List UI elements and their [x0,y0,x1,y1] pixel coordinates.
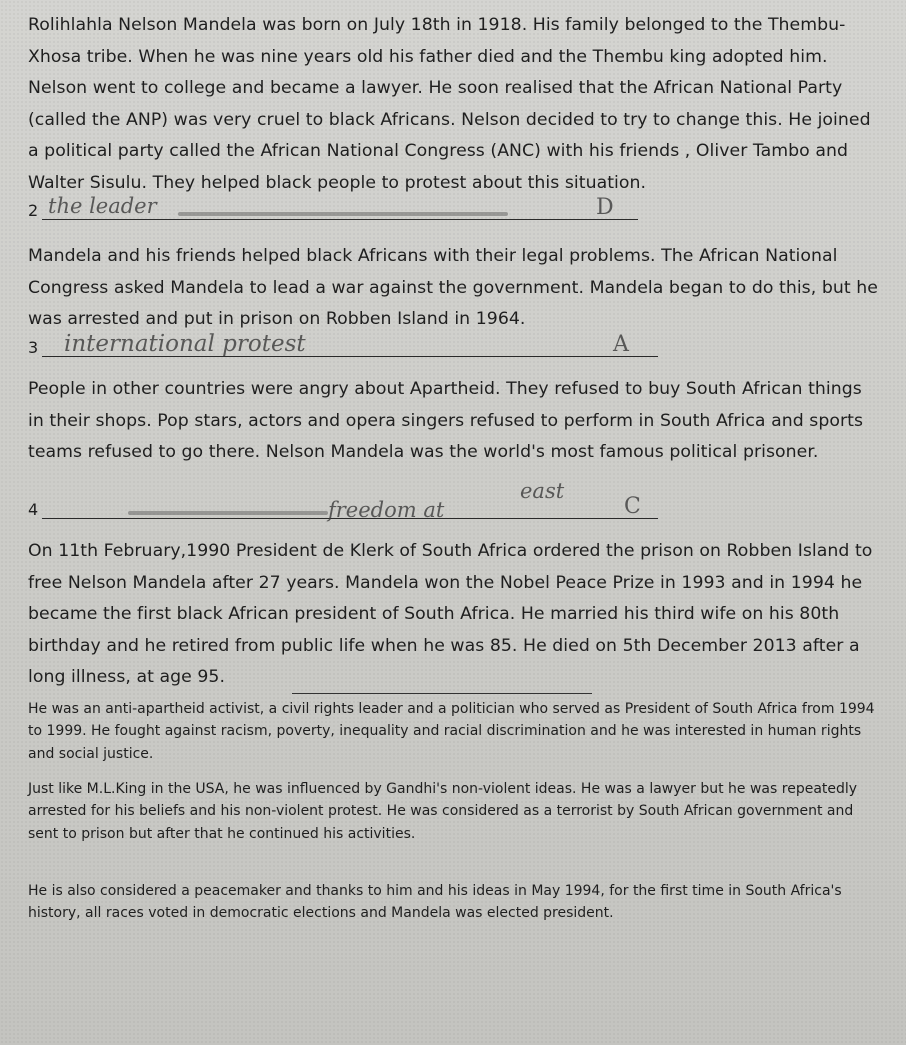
answer-number: 3 [28,338,39,357]
handwritten-answer-extra: east [520,479,565,503]
summary-paragraph-peacemaker: He is also considered a peacemaker and thanks to him and his ideas in May 1994, for the first time in South Africa's history, all races voted in democratic elections and Mandela was elected president. [28,883,842,922]
paragraph-biography-early-life: Rolihlahla Nelson Mandela was born on July 18th in 1918. His family belonged to the Thembu-Xhosa tribe. When he was nine years old his father died and the Thembu king adopted him. Nelson went to college and became a lawyer. He soon realised that the African National Party (called the ANP) was very cruel to black Africans. Nelson decided to try to change this. He joined a political party called the African National Congress (ANC) with his friends , Oliver Tambo and Walter Sisulu. They helped black people to protest about this situation. [28,15,871,193]
answer-line-3 [28,333,658,363]
handwritten-letter: D [596,195,614,220]
answer-number: 2 [28,201,39,220]
paragraph-release-and-presidency: On 11th February,1990 President de Klerk of South Africa ordered the prison on Robben Island to free Nelson Mandela after 27 years. Mandela won the Nobel Peace Prize in 1993 and in 1994 he became the first black African president of South Africa. He married his third wife on his 80th birthday and he retired from public life when he was 85. He died on 5th December 2013 after a long illness, at age 95. [28,541,873,687]
answer-line-2 [28,196,638,226]
summary-paragraph-activist: He was an anti-apartheid activist, a civil rights leader and a politician who served as President of South Africa from 1994 to 1999. He fought against racism, poverty, inequality and racial discrimination and he was interested in human rights and social justice. [28,701,875,762]
handwritten-answer: international protest [64,331,306,357]
handwritten-letter: C [624,494,641,519]
answer-number: 4 [28,500,39,519]
paragraph-international-reaction: People in other countries were angry about Apartheid. They refused to buy South African things in their shops. Pop stars, actors and opera singers refused to perform in South Africa and sports teams refused to go there. Nelson Mandela was the world's most famous political prisoner. [28,379,864,462]
handwritten-answer: freedom at [328,498,445,522]
handwritten-answer: the leader [48,194,157,218]
handwritten-letter: A [613,332,629,357]
answer-underline [42,219,638,220]
crossed-out-scribble [128,511,328,515]
answer-line-4 [28,479,658,525]
paragraph-arrest: Mandela and his friends helped black Africans with their legal problems. The African National Congress asked Mandela to lead a war against the government. Mandela began to do this, but he was arrested and put in prison on Robben Island in 1964. [28,246,878,329]
summary-paragraph-influences: Just like M.L.King in the USA, he was influenced by Gandhi's non-violent ideas. He was a lawyer but he was repeatedly arrested for his beliefs and his non-violent protest. He was considered as a terrorist by South African government and sent to prison but after that he continued his activities. [28,781,858,842]
crossed-out-scribble [178,212,508,216]
section-divider [292,693,592,694]
